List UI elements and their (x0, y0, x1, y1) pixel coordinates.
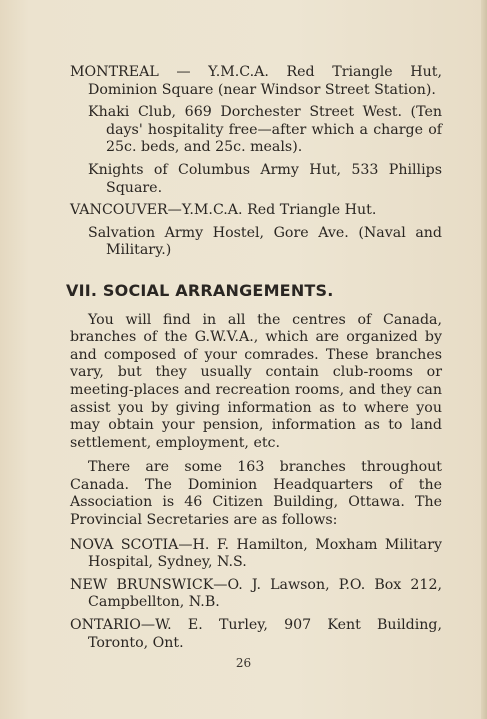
section-heading: VII. SOCIAL ARRANGEMENTS. (66, 280, 334, 300)
entry-ontario: ONTARIO—W. E. Turley, 907 Kent Building, Toronto, Ont. (70, 617, 442, 651)
entry-vancouver-ymca: VANCOUVER—Y.M.C.A. Red Triangle Hut. (70, 202, 377, 219)
entry-nova-scotia: NOVA SCOTIA—H. F. Hamilton, Moxham Military Hospital, Sydney, N.S. (70, 536, 442, 571)
entry-salvation-army: Salvation Army Hostel, Gore Ave. (Naval and Military.) (88, 224, 442, 259)
entry-new-brunswick: NEW BRUNSWICK—O. J. Lawson, P.O. Box 212, Campbellton, N.B. (70, 576, 442, 611)
paragraph-headquarters: There are some 163 branches throughout Canada. The Dominion Headquarters of the Association is 46 Citizen Building, Ottawa. The Provincial Secretaries are as follows: (70, 459, 442, 529)
page-spine-shadow (481, 0, 487, 719)
page-content (66, 64, 442, 657)
entry-khaki-club: Khaki Club, 669 Dorchester Street West. (Ten days' hospitality free—after which a charge of 25c. beds, and 25c. meals). (88, 104, 442, 156)
entry-montreal-ymca: MONTREAL — Y.M.C.A. Red Triangle Hut, Dominion Square (near Windsor Street Station). (70, 64, 442, 98)
page-number: 26 (235, 656, 252, 670)
entry-knights-of-columbus: Knights of Columbus Army Hut, 533 Phillips Square. (88, 161, 442, 196)
paragraph-branches: You will find in all the centres of Canada, branches of the G.W.V.A., which are organized by and composed of your comrades. These branches vary, but they usually contain club-rooms or meeting-places and recreation rooms, and they can assist you by giving information as to where you may obtain your pension, information as to land settlement, employment, etc. (70, 311, 442, 451)
